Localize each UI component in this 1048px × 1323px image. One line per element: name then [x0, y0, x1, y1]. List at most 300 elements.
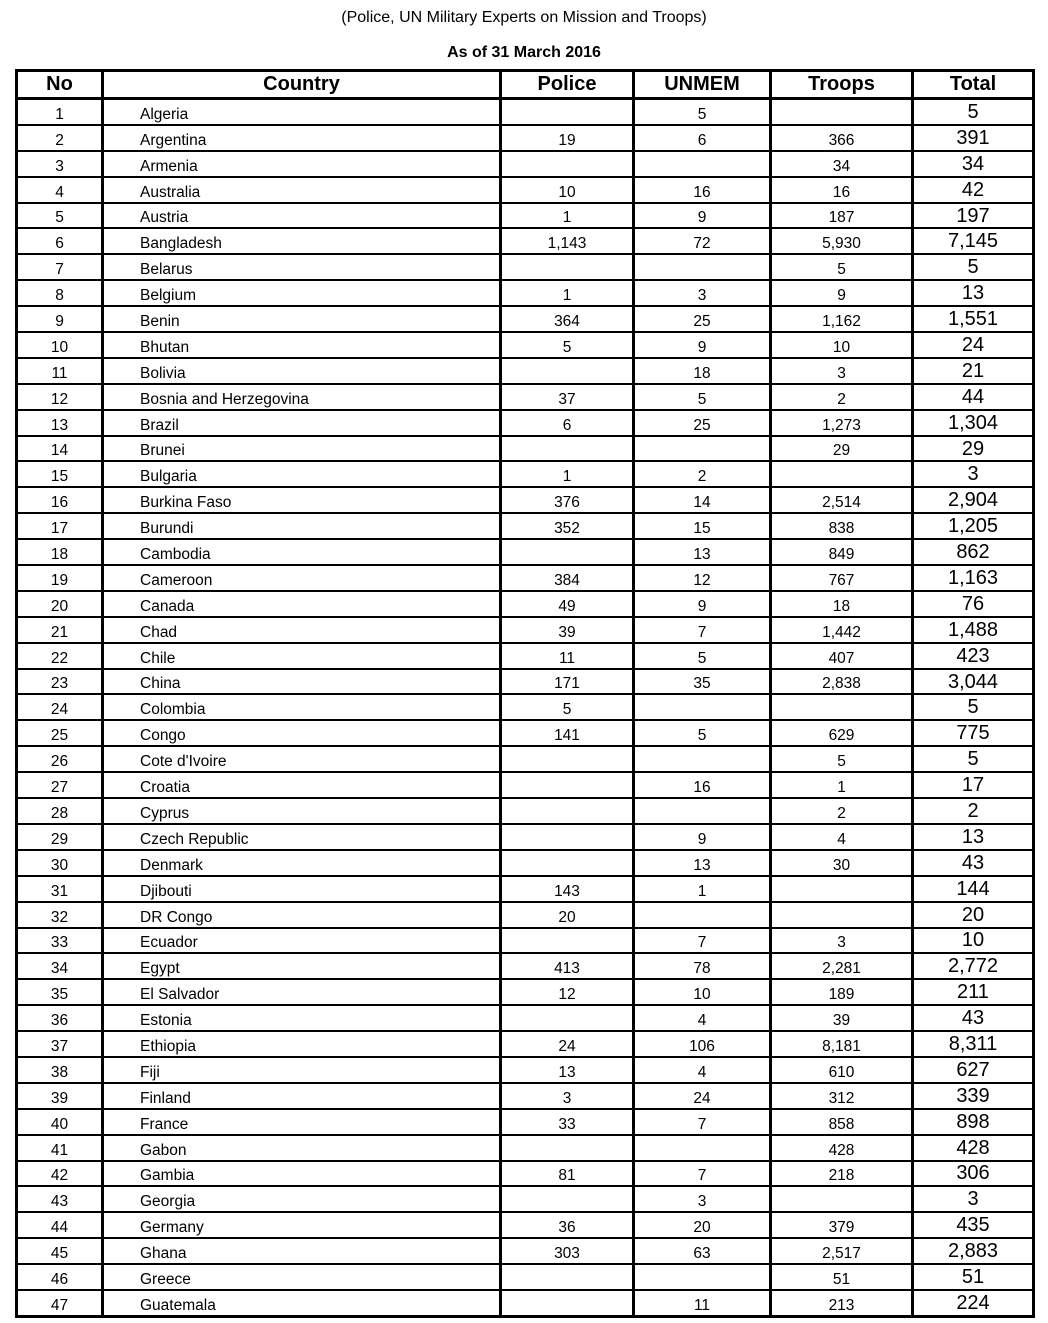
- cell-no: 5: [17, 203, 103, 229]
- document-subtitle: (Police, UN Military Experts on Mission and Troops): [341, 9, 707, 26]
- cell-total: 224: [913, 1290, 1034, 1316]
- cell-total: 1,304: [913, 410, 1034, 436]
- cell-total: 13: [913, 824, 1034, 850]
- cell-total: 44: [913, 384, 1034, 410]
- cell-police: 6: [501, 410, 634, 436]
- cell-no: 20: [17, 591, 103, 617]
- cell-total: 1,205: [913, 513, 1034, 539]
- cell-troops: 18: [771, 591, 913, 617]
- column-header-total: Total: [913, 71, 1034, 99]
- cell-total: 34: [913, 151, 1034, 177]
- cell-police: [501, 254, 634, 280]
- cell-unmem: 14: [634, 487, 771, 513]
- cell-unmem: [634, 1135, 771, 1161]
- cell-troops: 767: [771, 565, 913, 591]
- cell-police: [501, 798, 634, 824]
- cell-no: 34: [17, 953, 103, 979]
- cell-country: Bhutan: [103, 332, 501, 358]
- table-row: [17, 151, 1034, 177]
- table-row: [17, 1031, 1034, 1057]
- cell-country: Algeria: [103, 99, 501, 125]
- cell-total: 3: [913, 1186, 1034, 1212]
- cell-unmem: 12: [634, 565, 771, 591]
- cell-police: 39: [501, 617, 634, 643]
- cell-total: 7,145: [913, 228, 1034, 254]
- cell-country: Benin: [103, 306, 501, 332]
- cell-no: 9: [17, 306, 103, 332]
- cell-no: 15: [17, 461, 103, 487]
- cell-police: [501, 358, 634, 384]
- cell-troops: 838: [771, 513, 913, 539]
- cell-unmem: 7: [634, 1161, 771, 1187]
- cell-no: 22: [17, 643, 103, 669]
- table-row: [17, 1264, 1034, 1290]
- cell-total: 862: [913, 539, 1034, 565]
- cell-troops: 379: [771, 1212, 913, 1238]
- cell-country: Greece: [103, 1264, 501, 1290]
- cell-troops: 2: [771, 384, 913, 410]
- cell-troops: 858: [771, 1109, 913, 1135]
- cell-troops: [771, 99, 913, 125]
- cell-country: Cameroon: [103, 565, 501, 591]
- cell-troops: 2,281: [771, 953, 913, 979]
- cell-unmem: 7: [634, 617, 771, 643]
- cell-troops: 849: [771, 539, 913, 565]
- cell-total: 10: [913, 928, 1034, 954]
- cell-no: 14: [17, 436, 103, 462]
- cell-no: 21: [17, 617, 103, 643]
- cell-police: 413: [501, 953, 634, 979]
- cell-no: 32: [17, 902, 103, 928]
- cell-unmem: 63: [634, 1238, 771, 1264]
- cell-police: 1: [501, 461, 634, 487]
- cell-no: 39: [17, 1083, 103, 1109]
- cell-country: Egypt: [103, 953, 501, 979]
- cell-troops: 29: [771, 436, 913, 462]
- cell-unmem: 9: [634, 332, 771, 358]
- table-row: [17, 436, 1034, 462]
- cell-troops: 1,273: [771, 410, 913, 436]
- table-row: [17, 1186, 1034, 1212]
- cell-total: 5: [913, 254, 1034, 280]
- cell-unmem: 5: [634, 384, 771, 410]
- cell-country: France: [103, 1109, 501, 1135]
- cell-country: Ethiopia: [103, 1031, 501, 1057]
- cell-unmem: 16: [634, 772, 771, 798]
- cell-unmem: 2: [634, 461, 771, 487]
- cell-unmem: 7: [634, 1109, 771, 1135]
- cell-police: [501, 436, 634, 462]
- cell-police: 81: [501, 1161, 634, 1187]
- column-header-no: No: [17, 71, 103, 99]
- cell-police: 13: [501, 1057, 634, 1083]
- table-row: [17, 850, 1034, 876]
- cell-country: Cyprus: [103, 798, 501, 824]
- cell-country: Croatia: [103, 772, 501, 798]
- cell-country: Georgia: [103, 1186, 501, 1212]
- cell-troops: 1,442: [771, 617, 913, 643]
- cell-police: [501, 928, 634, 954]
- cell-unmem: 3: [634, 280, 771, 306]
- cell-country: Belarus: [103, 254, 501, 280]
- header-row: [17, 71, 1034, 99]
- table-row: [17, 410, 1034, 436]
- cell-no: 37: [17, 1031, 103, 1057]
- table-row: [17, 332, 1034, 358]
- cell-country: Finland: [103, 1083, 501, 1109]
- table-row: [17, 694, 1034, 720]
- cell-unmem: 25: [634, 306, 771, 332]
- cell-unmem: 72: [634, 228, 771, 254]
- table-row: [17, 746, 1034, 772]
- cell-total: 428: [913, 1135, 1034, 1161]
- cell-country: DR Congo: [103, 902, 501, 928]
- table-row: [17, 772, 1034, 798]
- cell-no: 4: [17, 177, 103, 203]
- cell-total: 29: [913, 436, 1034, 462]
- cell-troops: 2: [771, 798, 913, 824]
- cell-country: Ghana: [103, 1238, 501, 1264]
- cell-total: 1,551: [913, 306, 1034, 332]
- cell-unmem: 18: [634, 358, 771, 384]
- cell-no: 43: [17, 1186, 103, 1212]
- table-row: [17, 617, 1034, 643]
- cell-police: 1,143: [501, 228, 634, 254]
- cell-total: 197: [913, 203, 1034, 229]
- cell-total: 2,772: [913, 953, 1034, 979]
- cell-unmem: [634, 902, 771, 928]
- cell-unmem: 4: [634, 1057, 771, 1083]
- table-row: [17, 539, 1034, 565]
- table-row: [17, 902, 1034, 928]
- cell-no: 29: [17, 824, 103, 850]
- cell-country: Djibouti: [103, 876, 501, 902]
- cell-unmem: [634, 151, 771, 177]
- cell-total: 339: [913, 1083, 1034, 1109]
- cell-police: 141: [501, 720, 634, 746]
- table-row: [17, 306, 1034, 332]
- cell-no: 24: [17, 694, 103, 720]
- cell-unmem: 106: [634, 1031, 771, 1057]
- cell-unmem: 9: [634, 824, 771, 850]
- cell-country: Burundi: [103, 513, 501, 539]
- cell-no: 46: [17, 1264, 103, 1290]
- cell-total: 21: [913, 358, 1034, 384]
- cell-no: 40: [17, 1109, 103, 1135]
- cell-no: 42: [17, 1161, 103, 1187]
- cell-total: 211: [913, 979, 1034, 1005]
- cell-police: 143: [501, 876, 634, 902]
- cell-police: 10: [501, 177, 634, 203]
- cell-total: 5: [913, 694, 1034, 720]
- cell-police: 1: [501, 203, 634, 229]
- table-row: [17, 1109, 1034, 1135]
- cell-unmem: 24: [634, 1083, 771, 1109]
- table-row: [17, 928, 1034, 954]
- cell-total: 3,044: [913, 669, 1034, 695]
- cell-police: [501, 746, 634, 772]
- table-row: [17, 979, 1034, 1005]
- cell-troops: 187: [771, 203, 913, 229]
- cell-troops: 2,838: [771, 669, 913, 695]
- cell-police: 1: [501, 280, 634, 306]
- table-row: [17, 1135, 1034, 1161]
- table-row: [17, 513, 1034, 539]
- cell-country: Burkina Faso: [103, 487, 501, 513]
- cell-troops: 407: [771, 643, 913, 669]
- cell-troops: 610: [771, 1057, 913, 1083]
- cell-troops: 51: [771, 1264, 913, 1290]
- cell-police: 171: [501, 669, 634, 695]
- cell-total: 898: [913, 1109, 1034, 1135]
- cell-troops: 312: [771, 1083, 913, 1109]
- table-row: [17, 358, 1034, 384]
- cell-unmem: [634, 694, 771, 720]
- cell-total: 391: [913, 125, 1034, 151]
- cell-country: Congo: [103, 720, 501, 746]
- table-row: [17, 203, 1034, 229]
- cell-total: 20: [913, 902, 1034, 928]
- cell-unmem: 5: [634, 643, 771, 669]
- column-header-country: Country: [103, 71, 501, 99]
- cell-troops: 4: [771, 824, 913, 850]
- cell-country: Bolivia: [103, 358, 501, 384]
- cell-unmem: 78: [634, 953, 771, 979]
- cell-troops: [771, 876, 913, 902]
- cell-no: 1: [17, 99, 103, 125]
- cell-total: 5: [967, 100, 979, 123]
- cell-no: 33: [17, 928, 103, 954]
- cell-total: 13: [913, 280, 1034, 306]
- cell-no: 27: [17, 772, 103, 798]
- cell-total: 43: [913, 1005, 1034, 1031]
- table-row: [17, 280, 1034, 306]
- table-row: [17, 1212, 1034, 1238]
- cell-country: Australia: [103, 177, 501, 203]
- cell-troops: 5,930: [771, 228, 913, 254]
- cell-country: Ecuador: [103, 928, 501, 954]
- cell-police: 19: [501, 125, 634, 151]
- cell-country: China: [103, 669, 501, 695]
- cell-troops: [771, 1186, 913, 1212]
- contributions-table: [15, 69, 1035, 1318]
- cell-police: 49: [501, 591, 634, 617]
- cell-total: 42: [913, 177, 1034, 203]
- cell-troops: [771, 902, 913, 928]
- cell-country: Bangladesh: [103, 228, 501, 254]
- cell-police: [501, 824, 634, 850]
- cell-troops: 218: [771, 1161, 913, 1187]
- cell-troops: 16: [771, 177, 913, 203]
- cell-police: 5: [501, 694, 634, 720]
- cell-total: 423: [913, 643, 1034, 669]
- cell-no: 28: [17, 798, 103, 824]
- cell-police: [501, 99, 634, 125]
- cell-total: 76: [913, 591, 1034, 617]
- table-row: [17, 1161, 1034, 1187]
- cell-country: Germany: [103, 1212, 501, 1238]
- cell-troops: 189: [771, 979, 913, 1005]
- cell-troops: 1: [771, 772, 913, 798]
- cell-total: 627: [913, 1057, 1034, 1083]
- cell-total: 2,883: [913, 1238, 1034, 1264]
- cell-total: 1,488: [913, 617, 1034, 643]
- cell-country: Brazil: [103, 410, 501, 436]
- cell-police: 364: [501, 306, 634, 332]
- cell-country: Guatemala: [103, 1290, 501, 1316]
- cell-total: 43: [913, 850, 1034, 876]
- cell-police: 20: [501, 902, 634, 928]
- cell-unmem: 20: [634, 1212, 771, 1238]
- table-row: [17, 125, 1034, 151]
- cell-troops: 213: [771, 1290, 913, 1316]
- table-row: [17, 461, 1034, 487]
- table-row: [17, 876, 1034, 902]
- table-row: [17, 798, 1034, 824]
- column-header-police: Police: [501, 71, 634, 99]
- cell-unmem: 9: [634, 591, 771, 617]
- cell-no: 25: [17, 720, 103, 746]
- cell-no: 30: [17, 850, 103, 876]
- cell-country: Estonia: [103, 1005, 501, 1031]
- cell-no: 47: [17, 1290, 103, 1316]
- cell-police: [501, 1135, 634, 1161]
- cell-police: 36: [501, 1212, 634, 1238]
- cell-troops: 9: [771, 280, 913, 306]
- cell-country: Argentina: [103, 125, 501, 151]
- cell-police: [501, 772, 634, 798]
- cell-no: 13: [17, 410, 103, 436]
- column-header-troops: Troops: [771, 71, 913, 99]
- cell-police: [501, 850, 634, 876]
- table-row: [17, 1057, 1034, 1083]
- cell-no: 19: [17, 565, 103, 591]
- cell-country: Bosnia and Herzegovina: [103, 384, 501, 410]
- cell-police: 3: [501, 1083, 634, 1109]
- cell-police: 5: [501, 332, 634, 358]
- table-row: [17, 228, 1034, 254]
- cell-police: 12: [501, 979, 634, 1005]
- cell-police: 33: [501, 1109, 634, 1135]
- cell-unmem: 3: [634, 1186, 771, 1212]
- table-row: [17, 177, 1034, 203]
- cell-police: 303: [501, 1238, 634, 1264]
- table-row: [17, 1238, 1034, 1264]
- cell-country: Czech Republic: [103, 824, 501, 850]
- cell-troops: 2,514: [771, 487, 913, 513]
- cell-unmem: [634, 1264, 771, 1290]
- cell-no: 7: [17, 254, 103, 280]
- cell-police: [501, 1005, 634, 1031]
- cell-police: 11: [501, 643, 634, 669]
- cell-troops: 8,181: [771, 1031, 913, 1057]
- cell-country: Chile: [103, 643, 501, 669]
- cell-no: 16: [17, 487, 103, 513]
- cell-no: 31: [17, 876, 103, 902]
- cell-no: 8: [17, 280, 103, 306]
- cell-no: 41: [17, 1135, 103, 1161]
- cell-country: Brunei: [103, 436, 501, 462]
- table-row: [17, 1290, 1034, 1316]
- cell-unmem: 35: [634, 669, 771, 695]
- cell-unmem: 16: [634, 177, 771, 203]
- cell-troops: 5: [771, 746, 913, 772]
- cell-country: Canada: [103, 591, 501, 617]
- cell-troops: 30: [771, 850, 913, 876]
- cell-unmem: [634, 746, 771, 772]
- cell-police: 37: [501, 384, 634, 410]
- cell-troops: 3: [771, 928, 913, 954]
- cell-country: Gabon: [103, 1135, 501, 1161]
- cell-troops: 39: [771, 1005, 913, 1031]
- cell-unmem: [634, 798, 771, 824]
- cell-total: 144: [913, 876, 1034, 902]
- cell-total: 3: [913, 461, 1034, 487]
- cell-no: 2: [17, 125, 103, 151]
- cell-unmem: 6: [634, 125, 771, 151]
- cell-country: Armenia: [103, 151, 501, 177]
- cell-country: Belgium: [103, 280, 501, 306]
- cell-country: Cambodia: [103, 539, 501, 565]
- table-row: [17, 565, 1034, 591]
- cell-total: 24: [913, 332, 1034, 358]
- cell-police: 24: [501, 1031, 634, 1057]
- cell-no: 10: [17, 332, 103, 358]
- cell-total: 2: [913, 798, 1034, 824]
- cell-unmem: 10: [634, 979, 771, 1005]
- cell-unmem: 9: [634, 203, 771, 229]
- cell-total: 17: [913, 772, 1034, 798]
- cell-police: 376: [501, 487, 634, 513]
- cell-unmem: 25: [634, 410, 771, 436]
- cell-troops: [771, 461, 913, 487]
- cell-police: 384: [501, 565, 634, 591]
- cell-total: 8,311: [913, 1031, 1034, 1057]
- table-row: [17, 953, 1034, 979]
- cell-no: 3: [17, 151, 103, 177]
- cell-police: 352: [501, 513, 634, 539]
- cell-no: 11: [17, 358, 103, 384]
- cell-no: 38: [17, 1057, 103, 1083]
- cell-no: 36: [17, 1005, 103, 1031]
- table-row: [17, 1005, 1034, 1031]
- table-row: [17, 99, 1034, 125]
- cell-no: 23: [17, 669, 103, 695]
- cell-unmem: 5: [634, 99, 771, 125]
- cell-troops: 10: [771, 332, 913, 358]
- cell-unmem: 4: [634, 1005, 771, 1031]
- cell-troops: 3: [771, 358, 913, 384]
- cell-country: Denmark: [103, 850, 501, 876]
- cell-police: [501, 1186, 634, 1212]
- table-row: [17, 720, 1034, 746]
- table-row: [17, 1083, 1034, 1109]
- cell-total: 51: [913, 1264, 1034, 1290]
- cell-troops: 428: [771, 1135, 913, 1161]
- cell-police: [501, 1264, 634, 1290]
- cell-total: 1,163: [913, 565, 1034, 591]
- cell-no: 18: [17, 539, 103, 565]
- cell-troops: 5: [771, 254, 913, 280]
- cell-country: Colombia: [103, 694, 501, 720]
- report-date: As of 31 March 2016: [447, 44, 601, 61]
- cell-no: 45: [17, 1238, 103, 1264]
- cell-country: Gambia: [103, 1161, 501, 1187]
- cell-total: 2,904: [913, 487, 1034, 513]
- cell-troops: [771, 694, 913, 720]
- cell-country: El Salvador: [103, 979, 501, 1005]
- table-body: [17, 99, 1034, 1317]
